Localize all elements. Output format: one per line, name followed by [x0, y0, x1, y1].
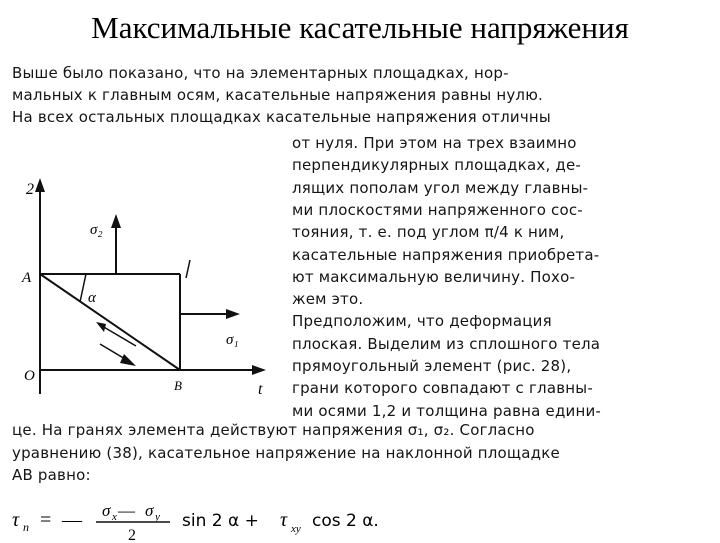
text-line: На всех остальных площадках касательные напряжения отличны	[12, 108, 551, 126]
formula-lhs: τ	[12, 509, 20, 531]
text-line: Выше было показано, что на элементарных площадках, нор-	[12, 64, 509, 82]
formula-cos-part: cos 2 α.	[312, 511, 379, 531]
diagonal-ab	[40, 274, 180, 370]
formula-tau: τ	[280, 509, 288, 531]
text-line: ми осями 1,2 и толщина равна едини-	[292, 401, 602, 420]
formula-num-sub-y: y	[155, 511, 160, 523]
sigma-1-arrow-head	[226, 309, 240, 319]
point-a-label: A	[22, 270, 32, 286]
text-line: ми плоскостями напряженного сос-	[292, 200, 583, 219]
point-b-label: B	[174, 378, 182, 393]
text-line: плоская. Выделим из сплошного тела	[292, 334, 601, 353]
text-line: от нуля. При этом на трех взаимно	[292, 134, 577, 152]
sigma-2-arrow-head	[111, 214, 121, 228]
corner-tick	[186, 260, 190, 278]
sigma-1-label: σ₁	[226, 332, 239, 348]
text-line: прямоугольный элемент (рис. 28),	[292, 357, 572, 375]
origin-label: O	[24, 368, 35, 384]
text-line: лящих пополам угол между главны-	[292, 178, 589, 197]
formula-numerator: σ	[102, 501, 111, 520]
text-line: перпендикулярных площадках, де-	[292, 156, 582, 175]
formula-numerator-2: σ	[145, 501, 154, 520]
text-line: це. На гранях элемента действуют напряжения σ₁, σ₂. Согласно	[12, 421, 535, 439]
text-line: уравнению (38), касательное напряжение на наклонной площадке	[12, 443, 560, 462]
formula-equals: =	[40, 509, 52, 531]
text-line: AB равно:	[12, 466, 91, 484]
page-title: Максимальные касательные напряжения	[91, 10, 629, 45]
axis-2-label: 2	[26, 181, 34, 198]
formula-tau-n	[10, 498, 430, 543]
text-line: Предположим, что деформация	[292, 312, 552, 331]
text-line: касательные напряжения приобрета-	[292, 245, 600, 264]
formula-minus: —	[62, 509, 82, 531]
axis-t-arrow	[252, 365, 266, 375]
text-line: грани которого совпадают с главны-	[292, 379, 593, 398]
formula-num-dash: —	[118, 501, 135, 520]
formula-tau-sub: xy	[291, 523, 301, 535]
scanned-page	[0, 58, 720, 543]
sigma-2-label: σ₂	[90, 222, 103, 238]
axis-t-label: t	[258, 381, 263, 398]
text-line: тояния, т. е. под углом π/4 к ним,	[292, 223, 565, 242]
angle-ref-line	[80, 274, 86, 302]
shear-arrow-1-head	[120, 354, 136, 366]
formula-denominator: 2	[128, 527, 136, 543]
text-line: ют максимальную величину. Похо-	[292, 267, 576, 286]
formula-sin-part: sin 2 α +	[182, 511, 259, 531]
shear-arrow-2-head	[96, 322, 106, 332]
angle-label: α	[88, 290, 96, 306]
text-line: мальных к главным осям, касательные напряжения равны нулю.	[12, 86, 544, 104]
text-line: жем это.	[292, 290, 364, 309]
formula-lhs-sub: n	[23, 520, 29, 534]
formula-num-sub-x: x	[112, 511, 117, 523]
axis-2-arrow	[35, 178, 45, 192]
